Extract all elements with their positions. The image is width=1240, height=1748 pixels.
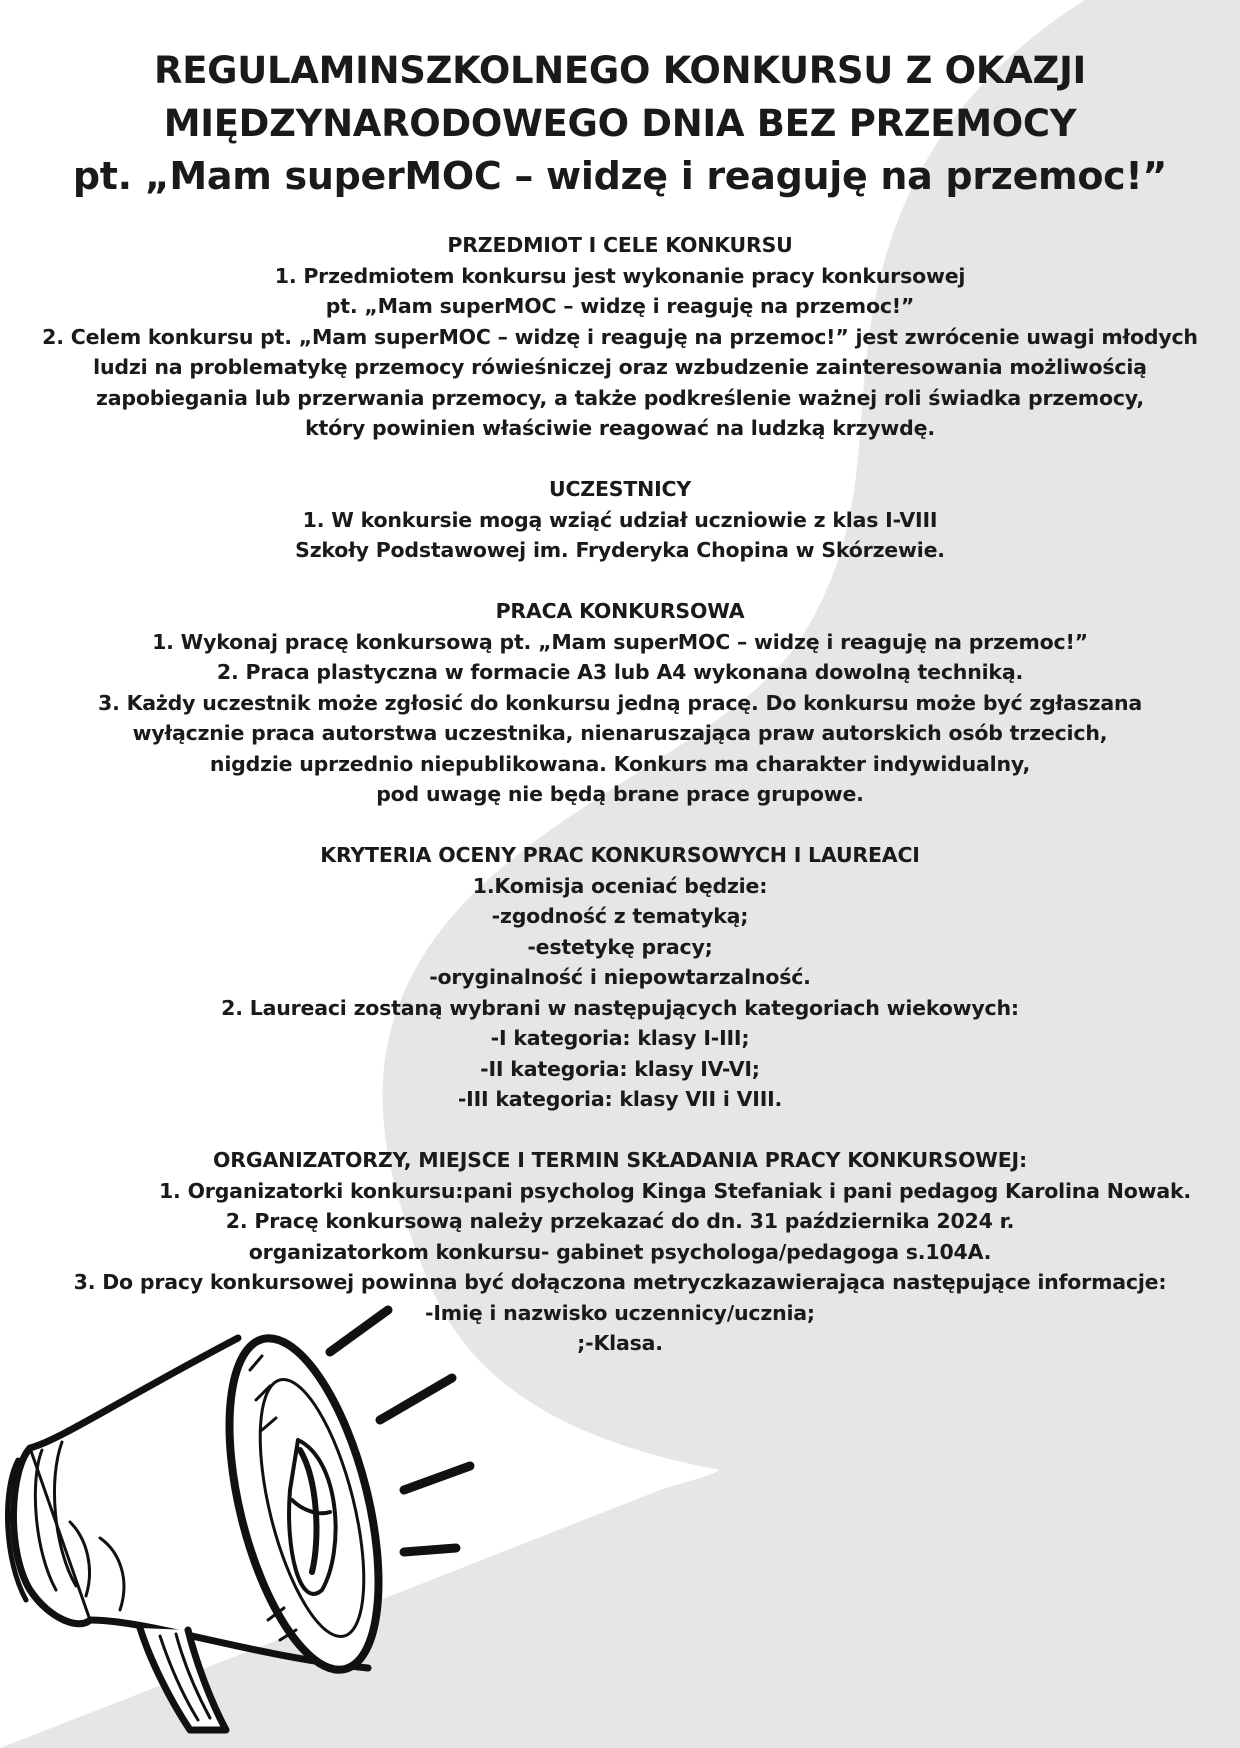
section-line: organizatorkom konkursu- gabinet psychologa/pedagoga s.104A. bbox=[248, 1239, 992, 1264]
section-line: -III kategoria: klasy VII i VIII. bbox=[457, 1087, 783, 1111]
section-line: wyłącznie praca autorstwa uczestnika, nienaruszająca praw autorskich osób trzecich, bbox=[132, 721, 1108, 745]
section-heading: ORGANIZATORZY, MIEJSCE I TERMIN SKŁADANIA PRACY KONKURSOWEJ: bbox=[213, 1148, 1027, 1172]
section-heading: KRYTERIA OCENY PRAC KONKURSOWYCH I LAUREACI bbox=[320, 843, 920, 867]
section-line: 1. Przedmiotem konkursu jest wykonanie pracy konkursowej bbox=[274, 263, 966, 288]
section-line: -Imię i nazwisko uczennicy/ucznia; bbox=[425, 1300, 815, 1325]
section-participants bbox=[20, 474, 1220, 566]
section-line: 3. Do pracy konkursowej powinna być dołączona metryczkazawierająca następujące informacje: bbox=[73, 1270, 1167, 1294]
section-line: -I kategoria: klasy I-III; bbox=[490, 1026, 750, 1050]
section-line: -estetykę pracy; bbox=[527, 934, 713, 959]
section-line: który powinien właściwie reagować na ludzką krzywdę. bbox=[305, 416, 935, 440]
section-line: 1.Komisja oceniać będzie: bbox=[472, 873, 768, 898]
section-heading: PRACA KONKURSOWA bbox=[495, 599, 745, 623]
section-line: 3. Każdy uczestnik może zgłosić do konkursu jedną pracę. Do konkursu może być zgłaszana bbox=[98, 690, 1142, 715]
section-line: -zgodność z tematyką; bbox=[491, 904, 749, 928]
section-contest-work bbox=[20, 596, 1220, 810]
section-line: pt. „Mam superMOC – widzę i reaguję na przemoc!” bbox=[325, 294, 915, 318]
section-line: 1. W konkursie mogą wziąć udział uczniowie z klas I-VIII bbox=[302, 507, 938, 532]
section-spacer bbox=[20, 444, 1220, 475]
section-line: -oryginalność i niepowtarzalność. bbox=[429, 965, 811, 989]
megaphone-icon bbox=[0, 1290, 520, 1748]
section-line: pod uwagę nie będą brane prace grupowe. bbox=[376, 782, 864, 806]
section-line: 2. Celem konkursu pt. „Mam superMOC – widzę i reaguję na przemoc!” jest zwrócenie uwagi młodych bbox=[42, 324, 1198, 349]
section-line: -II kategoria: klasy IV-VI; bbox=[480, 1056, 760, 1081]
section-heading: UCZESTNICY bbox=[549, 477, 691, 501]
document-body bbox=[20, 230, 1220, 1359]
title-line-1: REGULAMINSZKOLNEGO KONKURSU Z OKAZJI bbox=[154, 49, 1086, 92]
section-line: 1. Organizatorki konkursu:pani psycholog Kinga Stefaniak i pani pedagog Karolina Nowak. bbox=[158, 1178, 1191, 1203]
section-line: ludzi na problematykę przemocy rówieśniczej oraz wzbudzenie zainteresowania możliwością bbox=[93, 355, 1147, 379]
section-line: 2. Laureaci zostaną wybrani w następujących kategoriach wiekowych: bbox=[221, 995, 1019, 1020]
section-subject bbox=[20, 230, 1220, 444]
section-line: nigdzie uprzednio niepublikowana. Konkurs ma charakter indywidualny, bbox=[209, 751, 1031, 776]
section-line: 2. Praca plastyczna w formacie A3 lub A4 wykonana dowolną techniką. bbox=[216, 660, 1024, 684]
section-line: Szkoły Podstawowej im. Fryderyka Chopina w Skórzewie. bbox=[295, 538, 945, 562]
section-heading: PRZEDMIOT I CELE KONKURSU bbox=[447, 233, 793, 257]
section-spacer bbox=[20, 810, 1220, 841]
section-line: 2. Pracę konkursową należy przekazać do dn. 31 października 2024 r. bbox=[225, 1209, 1015, 1233]
section-line: zapobiegania lub przerwania przemocy, a także podkreślenie ważnej roli świadka przemocy, bbox=[96, 385, 1144, 410]
title-line-2: MIĘDZYNARODOWEGO DNIA BEZ PRZEMOCY bbox=[163, 102, 1077, 145]
section-spacer bbox=[20, 566, 1220, 597]
section-spacer bbox=[20, 1115, 1220, 1146]
title-line-3: pt. „Mam superMOC – widzę i reaguję na przemoc!” bbox=[72, 154, 1168, 198]
document-title bbox=[60, 44, 1180, 203]
section-line: 1. Wykonaj pracę konkursową pt. „Mam superMOC – widzę i reaguję na przemoc!” bbox=[152, 629, 1088, 654]
section-criteria bbox=[20, 840, 1220, 1115]
section-line: ;-Klasa. bbox=[577, 1331, 663, 1355]
